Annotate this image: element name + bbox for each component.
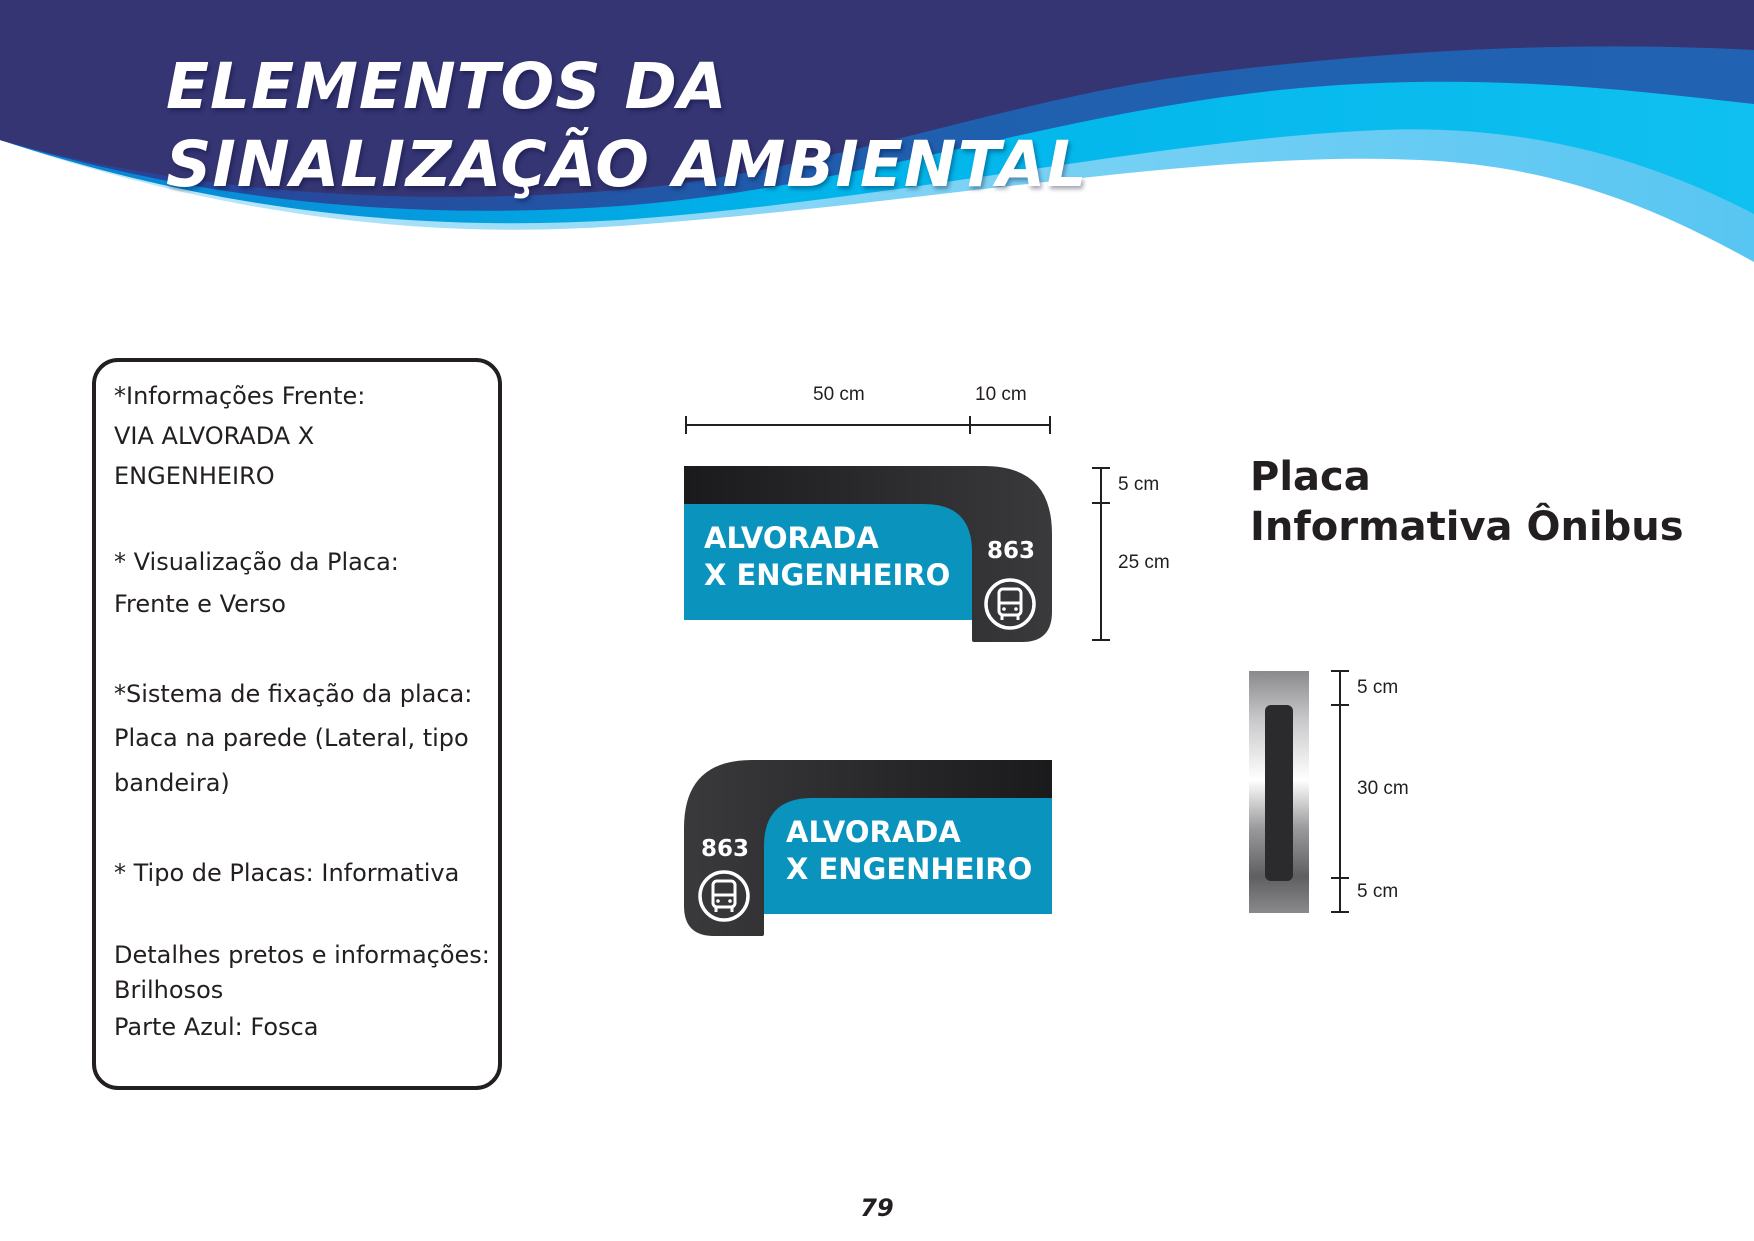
page-title-line2: SINALIZAÇÃO AMBIENTAL: [166, 128, 1088, 201]
page-number: 79: [860, 1194, 894, 1222]
back-sign-line1: ALVORADA: [786, 815, 961, 849]
dim-profile-top: 5 cm: [1357, 677, 1399, 698]
info-line: Parte Azul: Fosca: [114, 1013, 319, 1041]
info-line: * Visualização da Placa:: [114, 548, 399, 576]
back-sign: [684, 760, 1052, 936]
sign-type-title: [1250, 452, 1684, 552]
dim-height-main: 25 cm: [1118, 552, 1170, 573]
info-line: * Tipo de Placas: Informativa: [114, 859, 460, 887]
info-line: *Informações Frente:: [114, 382, 366, 410]
info-line: Brilhosos: [114, 976, 224, 1004]
dim-height-top: 5 cm: [1118, 474, 1160, 495]
front-sign-number: 863: [987, 538, 1036, 564]
dim-width-main: 50 cm: [813, 384, 865, 405]
sign-type-title-line2: Informativa Ônibus: [1250, 504, 1684, 550]
back-sign-number: 863: [701, 836, 750, 862]
info-line: Placa na parede (Lateral, tipo: [114, 724, 469, 752]
info-line: Detalhes pretos e informações:: [114, 941, 490, 969]
info-line: ENGENHEIRO: [114, 462, 275, 490]
page-title-line1: ELEMENTOS DA: [166, 50, 728, 123]
front-sign: [684, 466, 1052, 642]
front-sign-line1: ALVORADA: [704, 521, 879, 555]
sign-type-title-line1: Placa: [1250, 454, 1371, 500]
dim-width-side: 10 cm: [975, 384, 1027, 405]
dim-profile-main: 30 cm: [1357, 778, 1409, 799]
info-line: *Sistema de fixação da placa:: [114, 680, 473, 708]
sign-side-profile: [1249, 671, 1309, 913]
front-sign-line2: X ENGENHEIRO: [704, 558, 951, 592]
info-line: bandeira): [114, 769, 230, 797]
dim-profile-bottom: 5 cm: [1357, 881, 1399, 902]
info-line: Frente e Verso: [114, 590, 286, 618]
back-sign-line2: X ENGENHEIRO: [786, 852, 1033, 886]
info-line: VIA ALVORADA X: [114, 422, 315, 450]
